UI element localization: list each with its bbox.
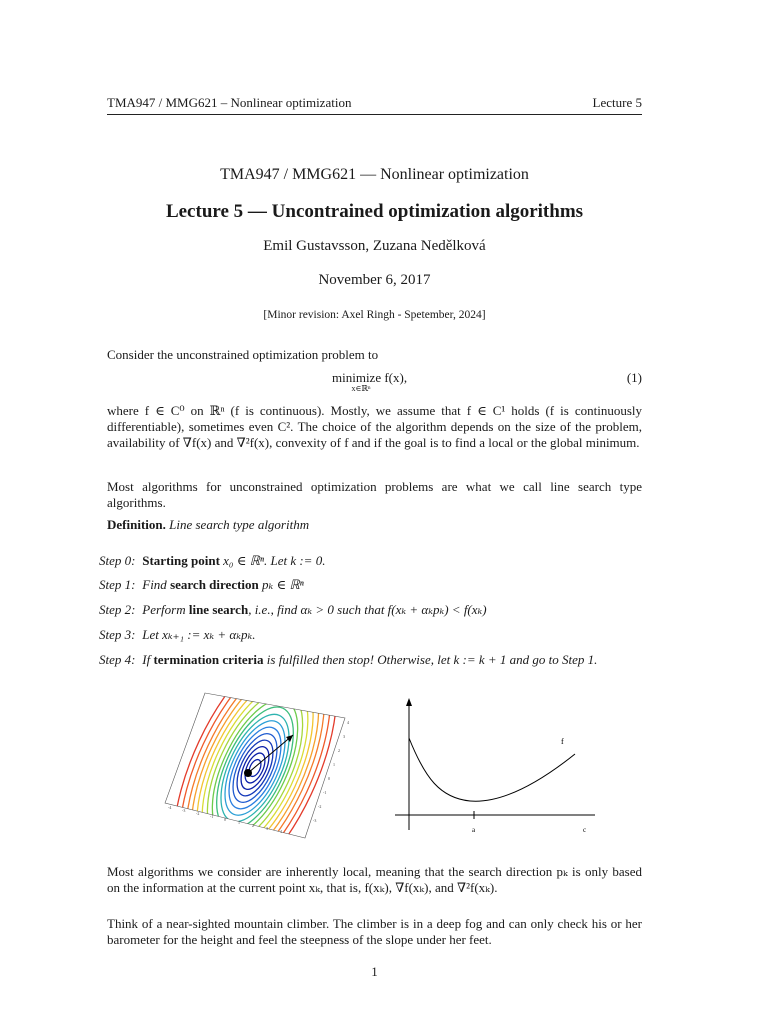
step-1 — [99, 577, 304, 593]
revision-note: [Minor revision: Axel Ringh - Spetember, 2024] — [263, 309, 486, 321]
step-prefix: Perform — [142, 602, 189, 617]
current-point-marker — [244, 769, 252, 777]
svg-text:-2: -2 — [196, 811, 200, 816]
tick-c-label: c — [583, 826, 587, 834]
step-label: Step 2: — [99, 602, 136, 617]
intro-paragraph: Consider the unconstrained optimization problem to — [107, 347, 379, 362]
definition-label: Definition. — [107, 517, 166, 532]
definition — [107, 517, 309, 533]
step-text: pₖ ∈ ℝⁿ — [258, 577, 304, 592]
svg-text:-4: -4 — [168, 805, 172, 810]
step-prefix: Find — [142, 577, 171, 592]
step-text: , i.e., find αₖ > 0 such that f(xₖ + αₖpₖ) < f(xₖ) — [248, 602, 487, 617]
svg-text:-1: -1 — [210, 814, 214, 819]
svg-text:4: 4 — [280, 829, 282, 834]
svg-text:-3: -3 — [313, 818, 317, 823]
line-search-function-figure — [395, 698, 595, 840]
svg-text:2: 2 — [338, 748, 340, 753]
running-header-left: TMA947 / MMG621 – Nonlinear optimization — [107, 95, 352, 110]
tick-a-label: a — [472, 826, 476, 834]
contour-lines — [160, 688, 350, 843]
equation-number: (1) — [626, 370, 642, 385]
step-text: x₀ ∈ ℝⁿ. Let k := 0. — [219, 553, 326, 568]
svg-text:0: 0 — [224, 817, 226, 822]
paragraph-assumptions: where f ∈ C⁰ on ℝⁿ (f is continuous). Mostly, we assume that f ∈ C¹ holds (f is continuously differentiable), sometimes even C². The choice of the algorithm depends on the size of the problem, availability of ∇f(x) and ∇²f(x), convexity of f and if the goal is to find a local or the global minimum. — [107, 403, 642, 450]
definition-title: Line search type algorithm — [169, 517, 310, 532]
step-keyword: search direction — [170, 577, 259, 592]
equation-subscript: x∈ℝⁿ — [351, 384, 371, 393]
lecture-title: Lecture 5 — Uncontrained optimization algorithms — [165, 201, 584, 222]
svg-text:1: 1 — [238, 820, 240, 825]
step-text: is fulfilled then stop! Otherwise, let k := k + 1 and go to Step 1. — [263, 652, 598, 667]
curve-label: f — [561, 737, 564, 746]
svg-text:-2: -2 — [318, 804, 322, 809]
step-label: Step 4: — [99, 652, 136, 667]
svg-text:-3: -3 — [182, 808, 186, 813]
page-number: 1 — [371, 964, 378, 979]
step-label: Step 3: — [99, 627, 136, 642]
running-header-right: Lecture 5 — [592, 95, 642, 110]
authors: Emil Gustavsson, Zuzana Nedělková — [263, 238, 486, 254]
function-curve — [409, 738, 575, 801]
paragraph-line-search: Most algorithms for unconstrained optimization problems are what we call line search type algorithms. — [107, 479, 642, 510]
step-3 — [99, 627, 255, 643]
step-2 — [99, 602, 487, 618]
step-label: Step 0: — [99, 553, 136, 568]
svg-text:1: 1 — [333, 762, 335, 767]
step-label: Step 1: — [99, 577, 136, 592]
step-4 — [99, 652, 597, 668]
paragraph-local-methods: Most algorithms we consider are inherently local, meaning that the search direction pₖ is only based on the information at the current point xₖ, that is, f(xₖ), ∇f(xₖ), and ∇²f(xₖ). — [107, 864, 642, 895]
step-keyword: Starting point — [142, 553, 220, 568]
date: November 6, 2017 — [318, 272, 431, 288]
step-keyword: line search — [188, 602, 249, 617]
contour-plot-figure — [160, 688, 350, 843]
course-title: TMA947 / MMG621 — Nonlinear optimization — [220, 166, 529, 183]
svg-text:-1: -1 — [323, 790, 327, 795]
header-rule — [107, 114, 642, 115]
step-text: xₖ₊₁ := xₖ + αₖpₖ. — [162, 627, 256, 642]
step-prefix: Let — [142, 627, 163, 642]
svg-text:4: 4 — [347, 720, 349, 725]
svg-text:0: 0 — [328, 776, 330, 781]
svg-text:3: 3 — [266, 826, 268, 831]
svg-text:3: 3 — [343, 734, 345, 739]
step-prefix: If — [142, 652, 154, 667]
paragraph-mountain-climber: Think of a near-sighted mountain climber. The climber is in a deep fog and can only check his or her barometer for the height and feel the steepness of the slope under her feet. — [107, 916, 642, 947]
step-keyword: termination criteria — [153, 652, 264, 667]
step-0 — [99, 553, 325, 569]
equation-body: minimize f(x), — [332, 370, 408, 385]
svg-text:2: 2 — [252, 823, 254, 828]
y-axis-arrow — [406, 698, 412, 706]
